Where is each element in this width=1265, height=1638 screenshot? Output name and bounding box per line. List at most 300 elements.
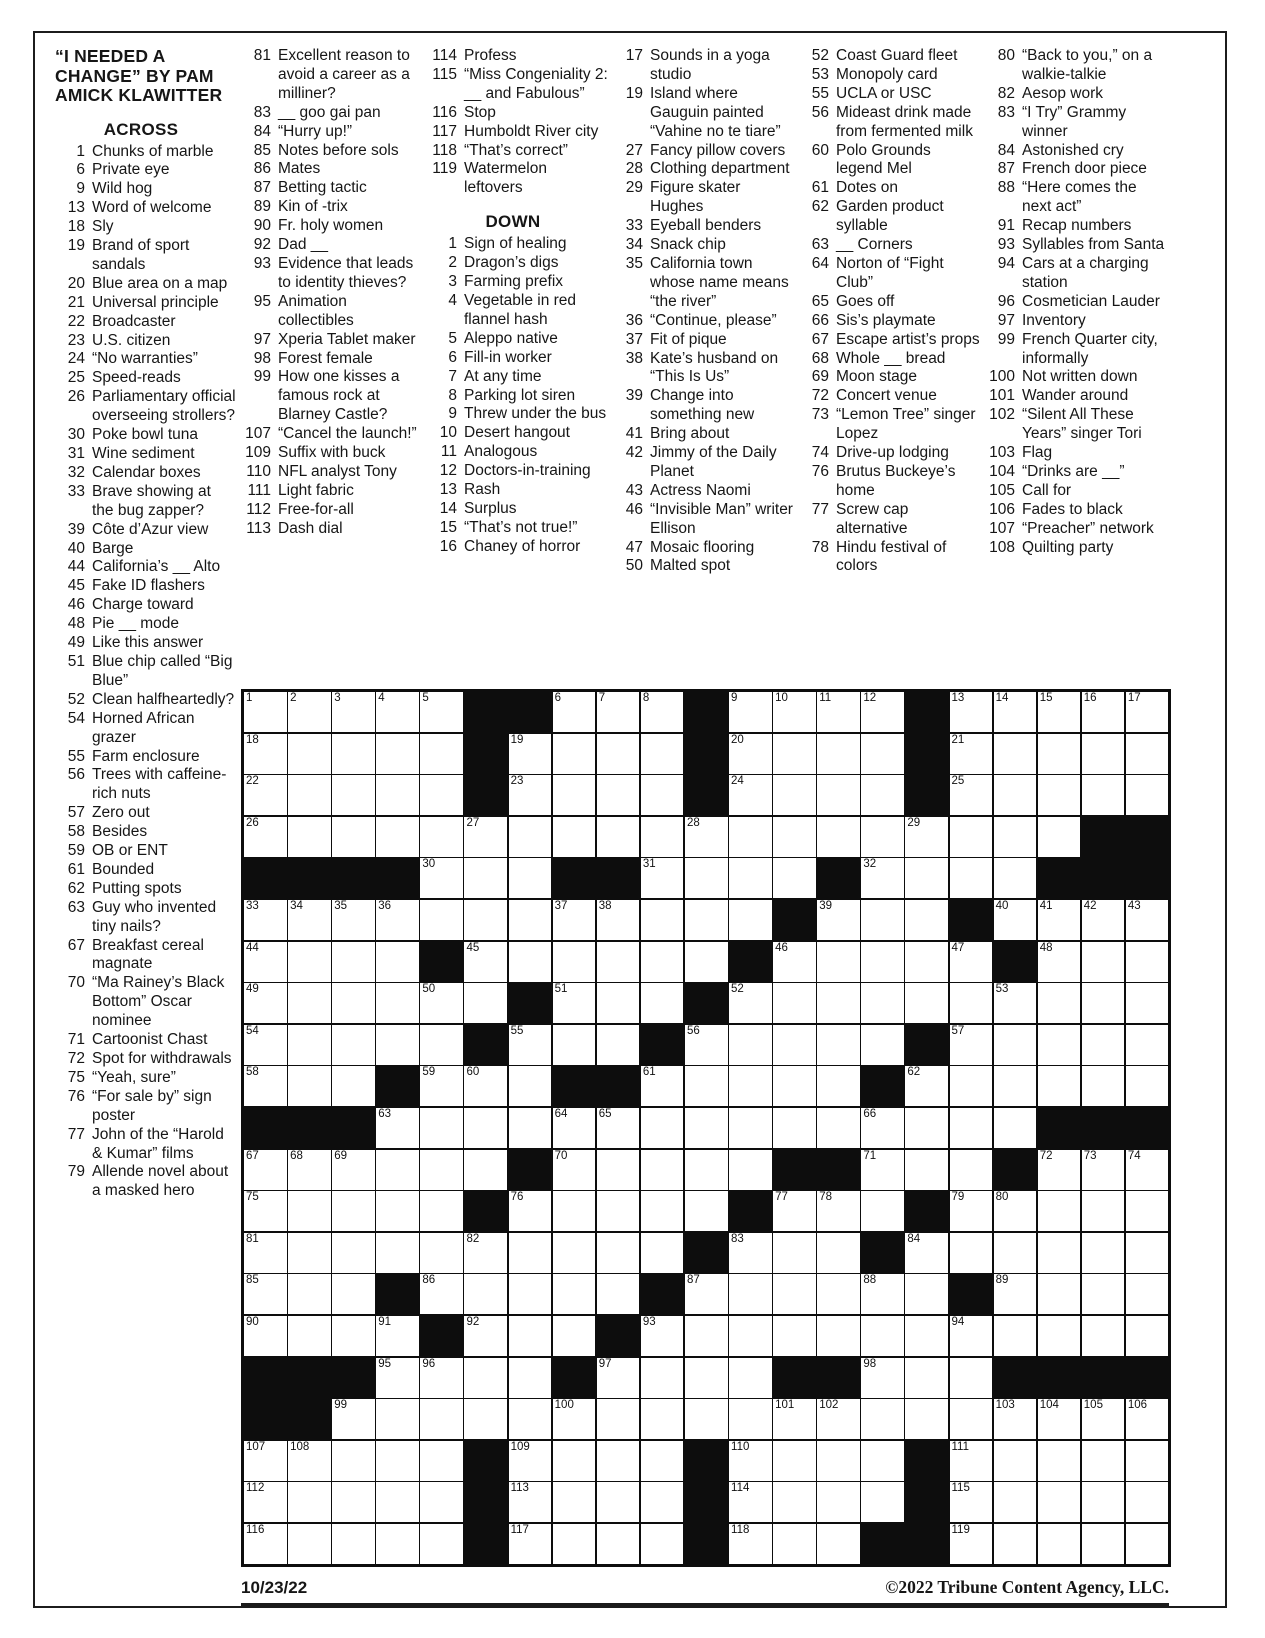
grid-cell[interactable] (861, 1274, 904, 1314)
grid-cell[interactable] (244, 900, 287, 940)
grid-cell[interactable] (1038, 1399, 1081, 1439)
grid-cell[interactable] (509, 817, 552, 857)
grid-cell[interactable] (950, 1233, 993, 1273)
grid-cell[interactable] (1126, 900, 1169, 940)
grid-cell[interactable] (773, 942, 816, 982)
grid-cell[interactable] (773, 858, 816, 898)
grid-cell[interactable] (641, 775, 684, 815)
grid-cell[interactable] (994, 858, 1037, 898)
grid-cell[interactable] (553, 734, 596, 774)
grid-cell[interactable] (641, 1108, 684, 1148)
grid-cell[interactable] (376, 1233, 419, 1273)
grid-cell[interactable] (332, 734, 375, 774)
grid-cell[interactable] (773, 1025, 816, 1065)
grid-cell[interactable] (685, 1316, 728, 1356)
grid-cell[interactable] (641, 1150, 684, 1190)
grid-cell[interactable] (685, 900, 728, 940)
grid-cell[interactable] (641, 942, 684, 982)
grid-cell[interactable] (641, 734, 684, 774)
grid-cell[interactable] (332, 1441, 375, 1481)
grid-cell[interactable] (553, 1441, 596, 1481)
grid-cell[interactable] (597, 1274, 640, 1314)
grid-cell[interactable] (1126, 1274, 1169, 1314)
grid-cell[interactable] (729, 692, 772, 732)
grid-cell[interactable] (553, 775, 596, 815)
grid-cell[interactable] (1038, 1233, 1081, 1273)
grid-cell[interactable] (509, 1316, 552, 1356)
grid-cell[interactable] (685, 1358, 728, 1398)
grid-cell[interactable] (288, 983, 331, 1023)
grid-cell[interactable] (288, 1274, 331, 1314)
grid-cell[interactable] (1082, 1233, 1125, 1273)
grid-cell[interactable] (597, 1150, 640, 1190)
grid-cell[interactable] (905, 1399, 948, 1439)
grid-cell[interactable] (994, 1316, 1037, 1356)
grid-cell[interactable] (332, 900, 375, 940)
grid-cell[interactable] (288, 1191, 331, 1231)
grid-cell[interactable] (1038, 734, 1081, 774)
grid-cell[interactable] (464, 817, 507, 857)
grid-cell[interactable] (685, 1066, 728, 1106)
grid-cell[interactable] (950, 734, 993, 774)
grid-cell[interactable] (817, 983, 860, 1023)
grid-cell[interactable] (641, 1482, 684, 1522)
grid-cell[interactable] (817, 692, 860, 732)
grid-cell[interactable] (950, 692, 993, 732)
grid-cell[interactable] (861, 775, 904, 815)
grid-cell[interactable] (509, 1524, 552, 1564)
grid-cell[interactable] (420, 1191, 463, 1231)
grid-cell[interactable] (553, 817, 596, 857)
grid-cell[interactable] (905, 1274, 948, 1314)
grid-cell[interactable] (553, 1108, 596, 1148)
grid-cell[interactable] (641, 1441, 684, 1481)
grid-cell[interactable] (1038, 983, 1081, 1023)
grid-cell[interactable] (597, 692, 640, 732)
grid-cell[interactable] (641, 817, 684, 857)
grid-cell[interactable] (553, 1150, 596, 1190)
grid-cell[interactable] (597, 1399, 640, 1439)
grid-cell[interactable] (509, 1025, 552, 1065)
grid-cell[interactable] (509, 900, 552, 940)
grid-cell[interactable] (817, 1066, 860, 1106)
grid-cell[interactable] (817, 942, 860, 982)
grid-cell[interactable] (729, 1316, 772, 1356)
grid-cell[interactable] (685, 1025, 728, 1065)
grid-cell[interactable] (905, 1108, 948, 1148)
grid-cell[interactable] (1038, 900, 1081, 940)
grid-cell[interactable] (509, 1441, 552, 1481)
grid-cell[interactable] (509, 1399, 552, 1439)
grid-cell[interactable] (861, 1358, 904, 1398)
grid-cell[interactable] (1082, 1191, 1125, 1231)
grid-cell[interactable] (994, 1066, 1037, 1106)
grid-cell[interactable] (1082, 983, 1125, 1023)
grid-cell[interactable] (817, 1399, 860, 1439)
grid-cell[interactable] (729, 858, 772, 898)
grid-cell[interactable] (509, 1482, 552, 1522)
grid-cell[interactable] (244, 1482, 287, 1522)
grid-cell[interactable] (420, 900, 463, 940)
grid-cell[interactable] (1126, 1482, 1169, 1522)
grid-cell[interactable] (685, 817, 728, 857)
grid-cell[interactable] (994, 983, 1037, 1023)
grid-cell[interactable] (1082, 1482, 1125, 1522)
grid-cell[interactable] (1082, 1025, 1125, 1065)
grid-cell[interactable] (685, 942, 728, 982)
grid-cell[interactable] (1038, 1150, 1081, 1190)
grid-cell[interactable] (685, 1191, 728, 1231)
grid-cell[interactable] (994, 1191, 1037, 1231)
grid-cell[interactable] (1038, 1482, 1081, 1522)
grid-cell[interactable] (1038, 1274, 1081, 1314)
grid-cell[interactable] (288, 692, 331, 732)
grid-cell[interactable] (1082, 734, 1125, 774)
grid-cell[interactable] (464, 1066, 507, 1106)
grid-cell[interactable] (905, 1316, 948, 1356)
grid-cell[interactable] (994, 817, 1037, 857)
grid-cell[interactable] (773, 1399, 816, 1439)
grid-cell[interactable] (685, 1399, 728, 1439)
grid-cell[interactable] (773, 775, 816, 815)
grid-cell[interactable] (1038, 942, 1081, 982)
grid-cell[interactable] (950, 1524, 993, 1564)
grid-cell[interactable] (861, 983, 904, 1023)
grid-cell[interactable] (950, 1358, 993, 1398)
grid-cell[interactable] (509, 734, 552, 774)
grid-cell[interactable] (597, 900, 640, 940)
grid-cell[interactable] (1126, 1399, 1169, 1439)
grid-cell[interactable] (1082, 1316, 1125, 1356)
grid-cell[interactable] (420, 1025, 463, 1065)
grid-cell[interactable] (553, 692, 596, 732)
grid-cell[interactable] (420, 1066, 463, 1106)
grid-cell[interactable] (950, 775, 993, 815)
grid-cell[interactable] (420, 983, 463, 1023)
grid-cell[interactable] (332, 1191, 375, 1231)
grid-cell[interactable] (553, 1316, 596, 1356)
grid-cell[interactable] (1126, 1233, 1169, 1273)
grid-cell[interactable] (773, 1108, 816, 1148)
grid-cell[interactable] (994, 1025, 1037, 1065)
grid-cell[interactable] (817, 1524, 860, 1564)
grid-cell[interactable] (553, 1025, 596, 1065)
grid-cell[interactable] (597, 1524, 640, 1564)
grid-cell[interactable] (509, 942, 552, 982)
grid-cell[interactable] (817, 1233, 860, 1273)
grid-cell[interactable] (729, 1233, 772, 1273)
grid-cell[interactable] (1082, 900, 1125, 940)
grid-cell[interactable] (509, 1191, 552, 1231)
grid-cell[interactable] (244, 1441, 287, 1481)
grid-cell[interactable] (420, 1524, 463, 1564)
grid-cell[interactable] (817, 1025, 860, 1065)
grid-cell[interactable] (641, 1066, 684, 1106)
grid-cell[interactable] (597, 983, 640, 1023)
grid-cell[interactable] (244, 1233, 287, 1273)
grid-cell[interactable] (420, 858, 463, 898)
grid-cell[interactable] (905, 817, 948, 857)
grid-cell[interactable] (1082, 1066, 1125, 1106)
grid-cell[interactable] (861, 1441, 904, 1481)
grid-cell[interactable] (597, 1482, 640, 1522)
grid-cell[interactable] (1038, 1441, 1081, 1481)
grid-cell[interactable] (861, 1191, 904, 1231)
grid-cell[interactable] (332, 942, 375, 982)
grid-cell[interactable] (244, 1150, 287, 1190)
grid-cell[interactable] (464, 858, 507, 898)
grid-cell[interactable] (994, 1108, 1037, 1148)
grid-cell[interactable] (376, 1399, 419, 1439)
grid-cell[interactable] (861, 817, 904, 857)
grid-cell[interactable] (509, 1108, 552, 1148)
grid-cell[interactable] (729, 1066, 772, 1106)
grid-cell[interactable] (861, 858, 904, 898)
grid-cell[interactable] (729, 1482, 772, 1522)
grid-cell[interactable] (597, 734, 640, 774)
grid-cell[interactable] (376, 734, 419, 774)
grid-cell[interactable] (773, 1524, 816, 1564)
grid-cell[interactable] (244, 1066, 287, 1106)
grid-cell[interactable] (332, 817, 375, 857)
grid-cell[interactable] (641, 983, 684, 1023)
grid-cell[interactable] (1126, 734, 1169, 774)
grid-cell[interactable] (1038, 692, 1081, 732)
grid-cell[interactable] (861, 734, 904, 774)
grid-cell[interactable] (729, 734, 772, 774)
grid-cell[interactable] (376, 942, 419, 982)
grid-cell[interactable] (729, 817, 772, 857)
grid-cell[interactable] (244, 1274, 287, 1314)
grid-cell[interactable] (817, 1316, 860, 1356)
grid-cell[interactable] (773, 1316, 816, 1356)
grid-cell[interactable] (420, 1233, 463, 1273)
grid-cell[interactable] (817, 775, 860, 815)
grid-cell[interactable] (641, 1399, 684, 1439)
grid-cell[interactable] (244, 942, 287, 982)
grid-cell[interactable] (817, 1108, 860, 1148)
grid-cell[interactable] (420, 1441, 463, 1481)
grid-cell[interactable] (332, 1482, 375, 1522)
grid-cell[interactable] (994, 900, 1037, 940)
grid-cell[interactable] (288, 1482, 331, 1522)
grid-cell[interactable] (332, 692, 375, 732)
grid-cell[interactable] (376, 1482, 419, 1522)
grid-cell[interactable] (905, 1066, 948, 1106)
grid-cell[interactable] (244, 775, 287, 815)
grid-cell[interactable] (861, 942, 904, 982)
grid-cell[interactable] (420, 734, 463, 774)
grid-cell[interactable] (464, 1399, 507, 1439)
grid-cell[interactable] (950, 1482, 993, 1522)
grid-cell[interactable] (553, 1191, 596, 1231)
grid-cell[interactable] (464, 942, 507, 982)
grid-cell[interactable] (376, 1524, 419, 1564)
grid-cell[interactable] (1038, 1025, 1081, 1065)
grid-cell[interactable] (376, 775, 419, 815)
grid-cell[interactable] (1126, 1191, 1169, 1231)
grid-cell[interactable] (509, 1233, 552, 1273)
grid-cell[interactable] (1082, 692, 1125, 732)
grid-cell[interactable] (332, 1025, 375, 1065)
grid-cell[interactable] (376, 1358, 419, 1398)
grid-cell[interactable] (994, 1524, 1037, 1564)
grid-cell[interactable] (817, 1191, 860, 1231)
grid-cell[interactable] (597, 775, 640, 815)
grid-cell[interactable] (685, 1108, 728, 1148)
grid-cell[interactable] (950, 1441, 993, 1481)
grid-cell[interactable] (597, 1025, 640, 1065)
grid-cell[interactable] (332, 1150, 375, 1190)
grid-cell[interactable] (1082, 1274, 1125, 1314)
grid-cell[interactable] (773, 1482, 816, 1522)
grid-cell[interactable] (905, 900, 948, 940)
grid-cell[interactable] (1126, 1441, 1169, 1481)
grid-cell[interactable] (950, 1399, 993, 1439)
grid-cell[interactable] (464, 1233, 507, 1273)
grid-cell[interactable] (509, 775, 552, 815)
grid-cell[interactable] (773, 1191, 816, 1231)
grid-cell[interactable] (597, 1358, 640, 1398)
grid-cell[interactable] (773, 692, 816, 732)
grid-cell[interactable] (288, 1233, 331, 1273)
grid-cell[interactable] (332, 1066, 375, 1106)
grid-cell[interactable] (553, 900, 596, 940)
grid-cell[interactable] (1082, 942, 1125, 982)
grid-cell[interactable] (950, 1025, 993, 1065)
grid-cell[interactable] (905, 942, 948, 982)
grid-cell[interactable] (288, 1150, 331, 1190)
grid-cell[interactable] (817, 1441, 860, 1481)
grid-cell[interactable] (332, 983, 375, 1023)
grid-cell[interactable] (597, 942, 640, 982)
grid-cell[interactable] (376, 1025, 419, 1065)
grid-cell[interactable] (1082, 775, 1125, 815)
grid-cell[interactable] (685, 1274, 728, 1314)
grid-cell[interactable] (905, 1233, 948, 1273)
grid-cell[interactable] (729, 1358, 772, 1398)
grid-cell[interactable] (861, 1150, 904, 1190)
grid-cell[interactable] (420, 1358, 463, 1398)
grid-cell[interactable] (464, 900, 507, 940)
grid-cell[interactable] (464, 1316, 507, 1356)
grid-cell[interactable] (861, 900, 904, 940)
grid-cell[interactable] (1038, 1316, 1081, 1356)
grid-cell[interactable] (1126, 942, 1169, 982)
grid-cell[interactable] (641, 1233, 684, 1273)
grid-cell[interactable] (641, 692, 684, 732)
grid-cell[interactable] (994, 734, 1037, 774)
grid-cell[interactable] (729, 1524, 772, 1564)
grid-cell[interactable] (1126, 1150, 1169, 1190)
grid-cell[interactable] (420, 1108, 463, 1148)
grid-cell[interactable] (244, 817, 287, 857)
grid-cell[interactable] (950, 1150, 993, 1190)
grid-cell[interactable] (597, 817, 640, 857)
grid-cell[interactable] (376, 983, 419, 1023)
grid-cell[interactable] (332, 1399, 375, 1439)
grid-cell[interactable] (464, 1150, 507, 1190)
grid-cell[interactable] (994, 1399, 1037, 1439)
grid-cell[interactable] (553, 1233, 596, 1273)
grid-cell[interactable] (288, 1441, 331, 1481)
grid-cell[interactable] (950, 817, 993, 857)
grid-cell[interactable] (332, 1274, 375, 1314)
grid-cell[interactable] (553, 1482, 596, 1522)
grid-cell[interactable] (773, 1441, 816, 1481)
grid-cell[interactable] (817, 1274, 860, 1314)
grid-cell[interactable] (950, 942, 993, 982)
grid-cell[interactable] (244, 1524, 287, 1564)
grid-cell[interactable] (288, 900, 331, 940)
grid-cell[interactable] (1038, 775, 1081, 815)
grid-cell[interactable] (685, 858, 728, 898)
grid-cell[interactable] (509, 1274, 552, 1314)
grid-cell[interactable] (729, 983, 772, 1023)
grid-cell[interactable] (950, 983, 993, 1023)
grid-cell[interactable] (288, 1316, 331, 1356)
grid-cell[interactable] (288, 775, 331, 815)
grid-cell[interactable] (332, 775, 375, 815)
grid-cell[interactable] (553, 1399, 596, 1439)
grid-cell[interactable] (1126, 1316, 1169, 1356)
grid-cell[interactable] (729, 1399, 772, 1439)
grid-cell[interactable] (641, 858, 684, 898)
grid-cell[interactable] (376, 1191, 419, 1231)
grid-cell[interactable] (244, 1316, 287, 1356)
grid-cell[interactable] (729, 1274, 772, 1314)
grid-cell[interactable] (817, 900, 860, 940)
grid-cell[interactable] (376, 817, 419, 857)
grid-cell[interactable] (376, 900, 419, 940)
grid-cell[interactable] (376, 1108, 419, 1148)
grid-cell[interactable] (905, 983, 948, 1023)
grid-cell[interactable] (288, 942, 331, 982)
grid-cell[interactable] (332, 1524, 375, 1564)
grid-cell[interactable] (729, 1150, 772, 1190)
grid-cell[interactable] (685, 1150, 728, 1190)
grid-cell[interactable] (817, 817, 860, 857)
grid-cell[interactable] (861, 1482, 904, 1522)
grid-cell[interactable] (773, 1274, 816, 1314)
grid-cell[interactable] (641, 1316, 684, 1356)
grid-cell[interactable] (420, 1150, 463, 1190)
grid-cell[interactable] (641, 1358, 684, 1398)
grid-cell[interactable] (773, 817, 816, 857)
grid-cell[interactable] (597, 1108, 640, 1148)
grid-cell[interactable] (1126, 1066, 1169, 1106)
grid-cell[interactable] (1038, 1066, 1081, 1106)
grid-cell[interactable] (729, 900, 772, 940)
grid-cell[interactable] (773, 734, 816, 774)
grid-cell[interactable] (641, 1524, 684, 1564)
grid-cell[interactable] (994, 775, 1037, 815)
grid-cell[interactable] (244, 1191, 287, 1231)
grid-cell[interactable] (553, 1524, 596, 1564)
grid-cell[interactable] (1126, 1025, 1169, 1065)
grid-cell[interactable] (1126, 1524, 1169, 1564)
grid-cell[interactable] (597, 1441, 640, 1481)
grid-cell[interactable] (288, 1025, 331, 1065)
grid-cell[interactable] (553, 1274, 596, 1314)
grid-cell[interactable] (994, 1482, 1037, 1522)
grid-cell[interactable] (420, 692, 463, 732)
grid-cell[interactable] (994, 1233, 1037, 1273)
grid-cell[interactable] (244, 983, 287, 1023)
grid-cell[interactable] (420, 1482, 463, 1522)
grid-cell[interactable] (773, 1066, 816, 1106)
grid-cell[interactable] (597, 1191, 640, 1231)
